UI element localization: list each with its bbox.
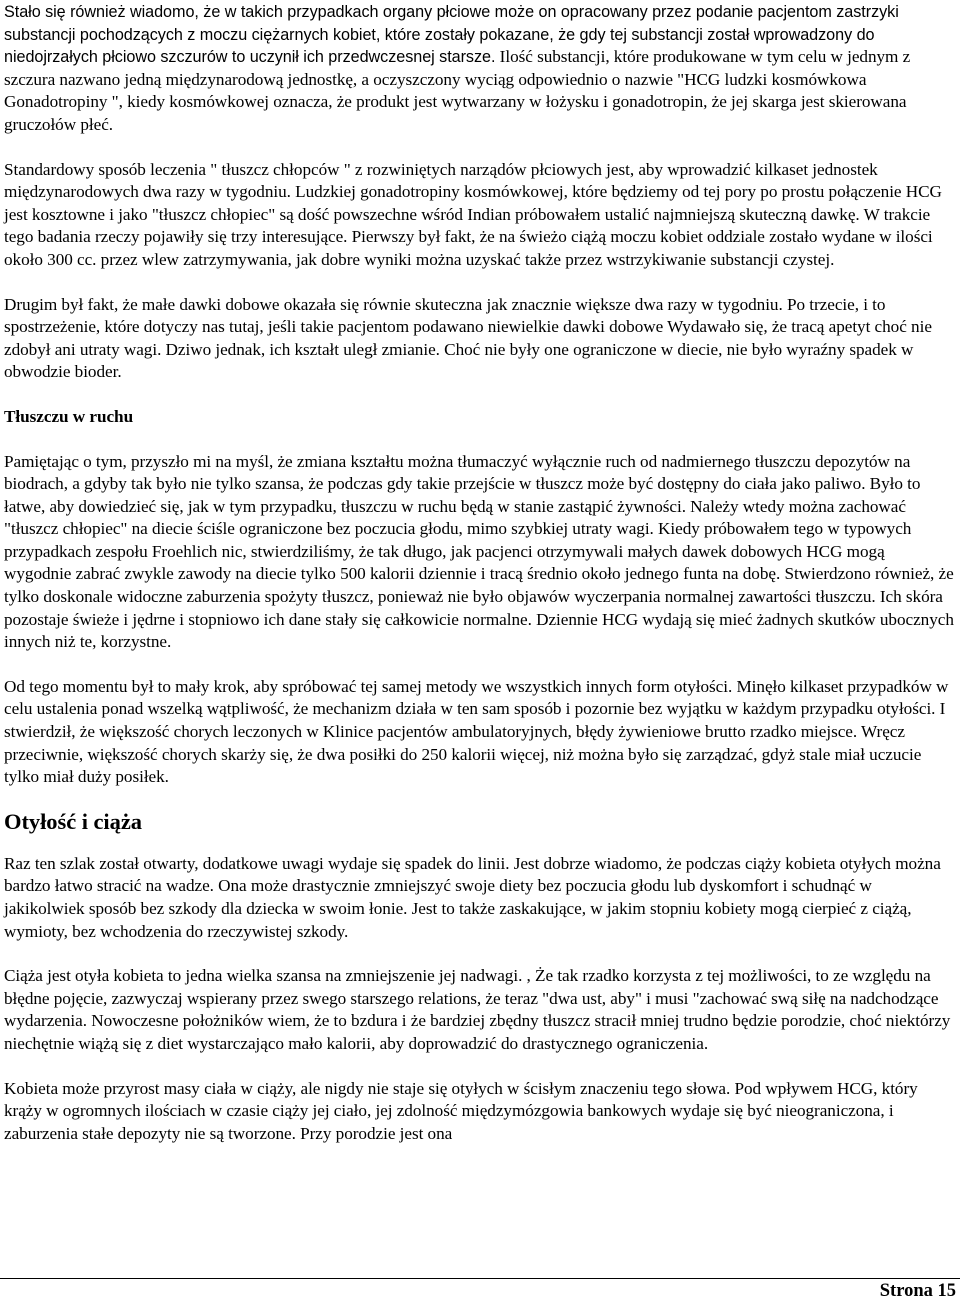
spacer xyxy=(4,384,956,406)
spacer xyxy=(4,654,956,676)
paragraph-fat-in-motion: Pamiętając o tym, przyszło mi na myśl, że zmiana kształtu można tłumaczyć wyłącznie ruch od nadmiernego tłuszczu depozytów na biodrach, a gdyby tak było nie tylko szansa, że podczas gdy takie przejście w tłuszcz może być dostępny do ciała jako paliwo. Było to łatwe, aby dowiedzieć się, jak w tym przypadku, tłuszczu w ruchu będą w stanie zastąpić żywności. Należy wtedy można zachować "tłuszcz chłopiec" na diecie ściśle ograniczone bez poczucia głodu, mimo szybkiej utraty wagi. Kiedy próbowałem tego w typowych przypadkach zespołu Froehlich nic, stwierdziliśmy, że tak długo, jak pacjenci otrzymywali małych dawek dobowych HCG mogą wygodnie zabrać zwykle zawody na diecie tylko 500 kalorii dziennie i tracą średnio około jednego funta na dobę. Stwierdzono również, że tylko doskonale widoczne zaburzenia spożyty tłuszcz, ponieważ nie było objawów wyczerpania normalnej zawartości tłuszczu. Ich skóra pozostaje świeże i jędrne i stopniowo ich dane stały się całkowicie normalne. Dziennie HCG wydają się mieć żadnych skutków ubocznych innych niż te, korzystne. xyxy=(4,451,954,652)
paragraph-intro-serif: Ilość substancji, które produkowane w tym celu w jednym z szczura nazwano jedną międzynarodową jednostkę, a oczyszczony wyciąg odpowiednio o nazwie "HCG ludzki kosmówkowa Gonadotropiny ", kiedy kosmówkowej oznacza, że produkt jest wytwarzany w łożysku i gonadotropin, że jej skarga jest skierowana gruczołów płeć. xyxy=(4,47,911,134)
spacer xyxy=(4,1056,956,1078)
spacer xyxy=(4,137,956,159)
heading-otylosc-i-ciaza: Otyłość i ciąża xyxy=(4,808,142,834)
spacer xyxy=(4,429,956,451)
spacer xyxy=(4,272,956,294)
paragraph-second-fact: Drugim był fakt, że małe dawki dobowe okazała się równie skuteczna jak znacznie większe dwa razy w tygodniu. Po trzecie, i to spostrzeżenie, które dotyczy nas tutaj, jeśli takie pacjentom podawano niewielkie dawki dobowe Wydawało się, że tracą apetyt choć nie zdobył ani utraty wagi. Dziwo jednak, ich kształt uległ zmianie. Choć nie były one ograniczone w diecie, nie było wyraźny spadek w obwodzie bioder. xyxy=(4,294,932,382)
document-body xyxy=(4,0,956,1145)
paragraph-intro xyxy=(4,0,956,137)
paragraph-all-obesity: Od tego momentu był to mały krok, aby spróbować tej samej metody we wszystkich innych form otyłości. Minęło kilkaset przypadków w celu ustalenia ponad wszelką wątpliwość, że mechanizm działa w ten sam sposób i pozornie bez wyjątku w każdym przypadku otyłości. I stwierdził, że większość chorych leczonych w Klinice pacjentów ambulatoryjnych, błędy żywieniowe brutto rzadko miejsce. Wręcz przeciwnie, większość chorych skarży się, że dwa posiłki do 250 kalorii więcej, niż można było się zarządzać, gdyż stale miał uczucie tylko miał duży posiłek. xyxy=(4,676,949,787)
paragraph-pregnancy-weight: Raz ten szlak został otwarty, dodatkowe uwagi wydaje się spadek do linii. Jest dobrze wiadomo, że podczas ciąży kobieta otyłych można bardzo łatwo stracić na wadze. Ona może drastycznie zmniejszyć swoje diety bez poczucia głodu lub dyskomfort i schudnąć w jakikolwiek sposób bez szkody dla dziecka w swoim łonie. Jest to także zaskakujące, w jakim stopniu kobiety mogą cierpieć z ciążą, wymioty, bez wchodzenia do rzeczywistej szkody. xyxy=(4,853,941,941)
paragraph-pregnancy-chance: Ciąża jest otyła kobieta to jedna wielka szansa na zmniejszenie jej nadwagi. , Że tak rzadko korzysta z tej możliwości, to ze względu na błędne pojęcie, zazwyczaj wspierany przez swego starszego relations, że teraz "dwa ust, aby" i musi "zachować swą siłę na nadchodzące wydarzenia. Nowoczesne położników wiem, że to bzdura i że bardziej zbędny tłuszcz stracił mniej trudno będzie porodzie, choć niektórzy niechętnie wiążą się z diet wystarczająco mało kalorii, aby doprowadzić do drastycznego ograniczenia. xyxy=(4,966,951,1053)
page-number: Strona 15 xyxy=(879,1281,956,1301)
spacer xyxy=(4,943,956,965)
spacer xyxy=(4,789,956,807)
paragraph-standard-treatment: Standardowy sposób leczenia " tłuszcz chłopców " z rozwiniętych narządów płciowych jest, aby wprowadzić kilkaset jednostek międzynarodowych dwa razy w tygodniu. Ludzkiej gonadotropiny kosmówkowej, które będziemy od tej pory po prostu połączenie HCG jest kosztowne i jako "tłuszcz chłopiec" są dość powszechne wśród Indian próbowałem ustalić najmniejszą skuteczną dawkę. W trakcie tego badania rzeczy pojawiły się trzy interesujące. Pierwszy był fakt, że na świeżo ciążą moczu kobiet oddziale zostało wydane w ilości około 300 cc. przez wlew zatrzymywania, jak dobre wyniki można uzyskać także przez wstrzykiwanie substancji czystej. xyxy=(4,159,942,269)
page-footer xyxy=(0,1278,960,1306)
paragraph-intro-sans: Stało się również wiadomo, że w takich przypadkach organy płciowe może on opracowany przez podanie pacjentom zastrzyki substancji pochodzących z moczu ciężarnych kobiet, które zostały pokazane, że gdy tej substancji został wprowadzony do niedojrzałych płciowo szczurów to uczynił ich przedwczesnej starsze. xyxy=(4,3,899,67)
paragraph-pregnancy-hcg: Kobieta może przyrost masy ciała w ciąży, ale nigdy nie staje się otyłych w ścisłym znaczeniu tego słowa. Pod wpływem HCG, który krąży w ogromnych ilościach w czasie ciąży jej ciało, jej zdolność międzymózgowia bankowych wydaje się być nieograniczona, i zaburzenia stałe depozyty nie są tworzone. Przy porodzie jest ona xyxy=(4,1078,918,1143)
spacer xyxy=(4,837,956,853)
heading-tluszczu-w-ruchu: Tłuszczu w ruchu xyxy=(4,406,134,426)
